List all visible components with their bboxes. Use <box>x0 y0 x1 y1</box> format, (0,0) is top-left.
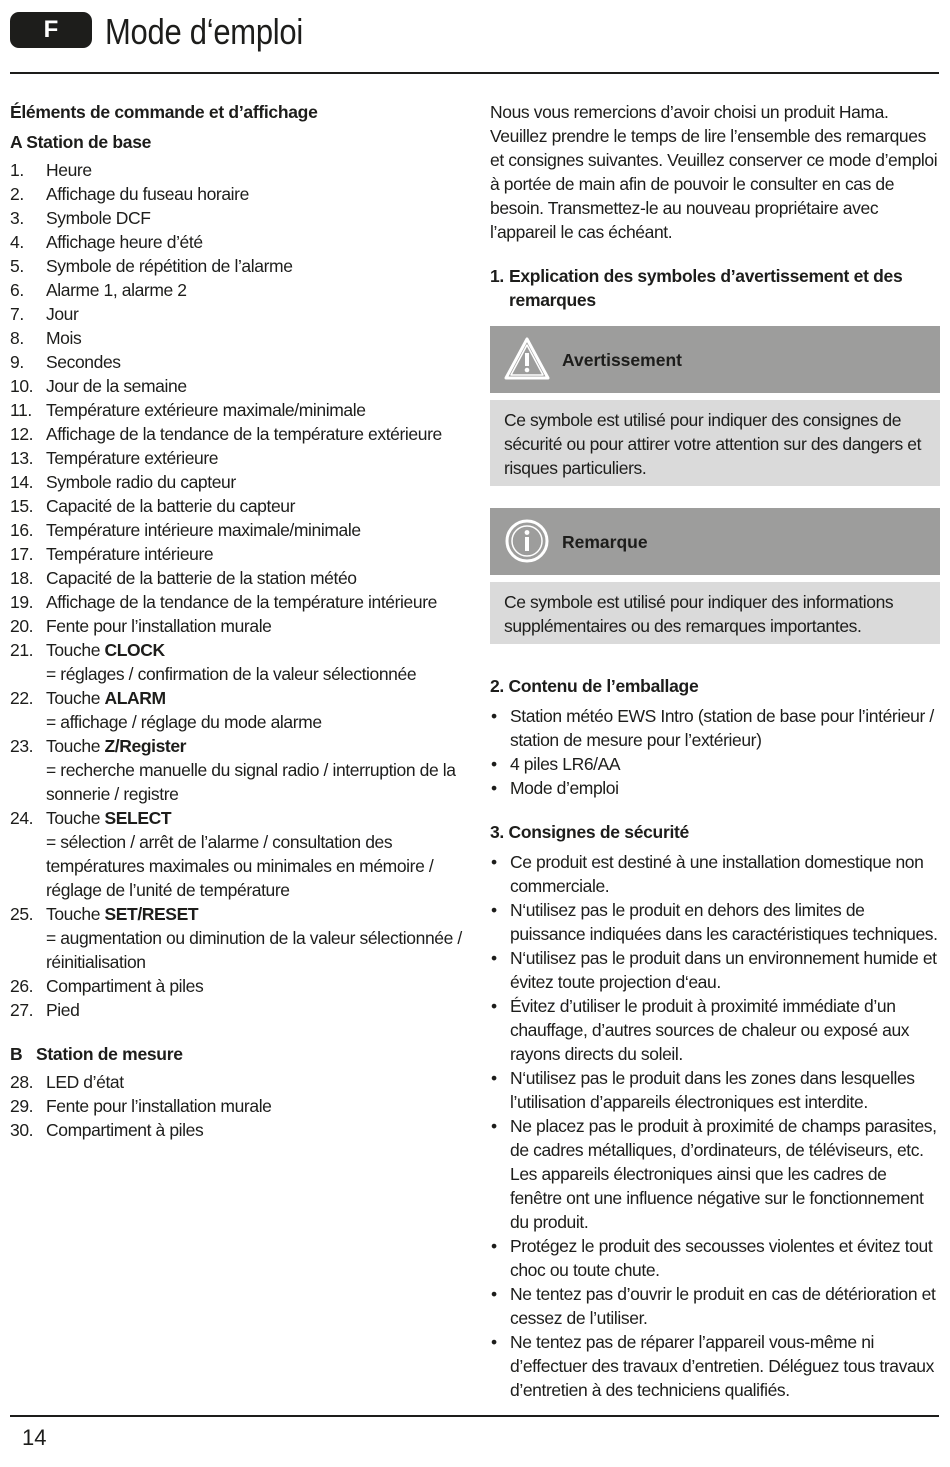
item-text: Mois <box>46 328 82 348</box>
controls-heading: Éléments de commande et d’affichage <box>10 102 318 122</box>
warning-text: Ce symbole est utilisé pour indiquer des consignes de sécurité ou pour attirer votre attention sur des dangers et risques particuliers. <box>490 400 940 486</box>
item-number: 17. <box>10 544 34 564</box>
item-text: Touche <box>46 640 105 660</box>
list-item <box>10 206 470 230</box>
item-number: 7. <box>10 304 24 324</box>
item-text: Alarme 1, alarme 2 <box>46 280 187 300</box>
list-item <box>10 974 470 998</box>
note-box <box>490 508 940 644</box>
item-text: Secondes <box>46 352 121 372</box>
section-1-heading <box>490 264 940 312</box>
item-description: = affichage / réglage du mode alarme <box>46 712 322 732</box>
item-number: 15. <box>10 496 34 516</box>
warning-label: Avertissement <box>562 350 682 370</box>
item-text: Capacité de la batterie de la station météo <box>46 568 357 588</box>
item-text: Symbole radio du capteur <box>46 472 236 492</box>
item-description: = recherche manuelle du signal radio / interruption de la sonnerie / registre <box>46 760 456 804</box>
bullet-item: • 4 piles LR6/AA <box>490 752 940 776</box>
bullet-item: • Mode d’emploi <box>490 776 940 800</box>
item-text: LED d’état <box>46 1072 124 1092</box>
list-item <box>10 398 470 422</box>
list-item <box>10 182 470 206</box>
bullet-item: • N‘utilisez pas le produit dans les zones dans lesquelles l’utilisation d’appareils électroniques est interdite. <box>490 1066 940 1114</box>
item-number: 3. <box>10 208 24 228</box>
page-title: Mode d‘emploi <box>105 11 304 52</box>
list-item <box>10 1094 470 1118</box>
item-number: 26. <box>10 976 34 996</box>
list-item <box>10 1118 470 1142</box>
item-number: 19. <box>10 592 34 612</box>
list-item <box>10 422 470 446</box>
item-number: 18. <box>10 568 34 588</box>
section-1-title: Explication des symboles d’avertissement et des remarques <box>509 266 903 310</box>
left-column <box>10 100 470 1142</box>
bullet-item: • Ce produit est destiné à une installation domestique non commerciale. <box>490 850 940 898</box>
bullet-item: • Station météo EWS Intro (station de base pour l’intérieur / station de mesure pour l’extérieur) <box>490 704 940 752</box>
section-1-number: 1. <box>490 266 504 286</box>
bullet-item: • Protégez le produit des secousses violentes et évitez tout choc ou toute chute. <box>490 1234 940 1282</box>
bullet-item: • Ne tentez pas de réparer l’appareil vous-même ni d’effectuer des travaux d’entretien. Déléguez tous travaux d’entretien à des techniciens qualifiés. <box>490 1330 940 1402</box>
item-number: 30. <box>10 1120 34 1140</box>
list-item <box>10 998 470 1022</box>
station-a-list <box>10 158 470 1022</box>
note-label: Remarque <box>562 532 648 552</box>
safety-instructions-list <box>490 850 940 1402</box>
item-number: 16. <box>10 520 34 540</box>
item-text: Compartiment à piles <box>46 1120 204 1140</box>
item-text: Affichage de la tendance de la température intérieure <box>46 592 437 612</box>
item-text: Touche <box>46 808 105 828</box>
key-name: ALARM <box>104 688 166 708</box>
station-b-letter: B <box>10 1044 23 1064</box>
item-number: 6. <box>10 280 24 300</box>
item-text: Heure <box>46 160 92 180</box>
item-number: 14. <box>10 472 34 492</box>
item-description: = augmentation ou diminution de la valeur sélectionnée / réinitialisation <box>46 928 462 972</box>
item-number: 1. <box>10 160 24 180</box>
package-contents-list <box>490 704 940 800</box>
station-a-heading: A Station de base <box>10 132 152 152</box>
station-b-heading <box>10 1042 470 1066</box>
note-text: Ce symbole est utilisé pour indiquer des informations supplémentaires ou des remarques importantes. <box>490 582 940 644</box>
item-number: 27. <box>10 1000 34 1020</box>
item-text: Température extérieure maximale/minimale <box>46 400 366 420</box>
list-item <box>10 542 470 566</box>
info-circle-icon <box>504 518 550 564</box>
list-item <box>10 446 470 470</box>
item-text: Température intérieure maximale/minimale <box>46 520 361 540</box>
item-number: 21. <box>10 640 34 660</box>
item-text: Touche <box>46 736 105 756</box>
list-item <box>10 902 470 974</box>
item-number: 5. <box>10 256 24 276</box>
bottom-divider <box>10 1415 939 1417</box>
item-text: Affichage heure d’été <box>46 232 203 252</box>
note-box-header <box>490 508 940 575</box>
list-item <box>10 230 470 254</box>
warning-box <box>490 326 940 486</box>
item-text: Température intérieure <box>46 544 214 564</box>
warning-box-header <box>490 326 940 393</box>
warning-triangle-icon <box>504 336 550 382</box>
bullet-item: • Évitez d’utiliser le produit à proximité immédiate d’un chauffage, d’autres sources de chaleur ou exposé aux rayons directs du soleil. <box>490 994 940 1066</box>
bullet-item: • Ne placez pas le produit à proximité de champs parasites, de cadres métalliques, d’ordinateurs, de téléviseurs, etc. Les appareils électroniques ainsi que les cadres de fenêtre ont une influence négative sur le fonctionnement du produit. <box>490 1114 940 1234</box>
item-text: Température extérieure <box>46 448 219 468</box>
list-item <box>10 278 470 302</box>
list-item <box>10 686 470 734</box>
item-description: = réglages / confirmation de la valeur sélectionnée <box>46 664 417 684</box>
section-3-heading: 3. Consignes de sécurité <box>490 822 689 842</box>
item-text: Capacité de la batterie du capteur <box>46 496 296 516</box>
list-item <box>10 1070 470 1094</box>
item-number: 20. <box>10 616 34 636</box>
bullet-item: • N‘utilisez pas le produit dans un environnement humide et évitez toute projection d‘eau. <box>490 946 940 994</box>
item-number: 2. <box>10 184 24 204</box>
item-number: 29. <box>10 1096 34 1116</box>
bullet-item: • N‘utilisez pas le produit en dehors des limites de puissance indiquées dans les caractéristiques techniques. <box>490 898 940 946</box>
item-number: 11. <box>10 400 32 420</box>
item-number: 28. <box>10 1072 34 1092</box>
item-text: Pied <box>46 1000 80 1020</box>
item-number: 8. <box>10 328 24 348</box>
item-text: Fente pour l’installation murale <box>46 1096 272 1116</box>
list-item <box>10 158 470 182</box>
item-description: = sélection / arrêt de l’alarme / consultation des températures maximales ou minimales en mémoire / réglage de l’unité de température <box>46 832 434 900</box>
item-text: Symbole DCF <box>46 208 151 228</box>
key-name: SET/RESET <box>104 904 199 924</box>
item-number: 4. <box>10 232 24 252</box>
list-item <box>10 638 470 686</box>
item-text: Compartiment à piles <box>46 976 204 996</box>
item-number: 9. <box>10 352 24 372</box>
item-text: Affichage du fuseau horaire <box>46 184 249 204</box>
page-number: 14 <box>22 1425 47 1450</box>
list-item <box>10 494 470 518</box>
item-text: Touche <box>46 904 105 924</box>
key-name: CLOCK <box>104 640 165 660</box>
language-badge: F <box>10 12 92 48</box>
section-2-heading: 2. Contenu de l’emballage <box>490 676 699 696</box>
item-number: 24. <box>10 808 34 828</box>
list-item <box>10 302 470 326</box>
right-column <box>490 100 940 1402</box>
list-item <box>10 350 470 374</box>
item-text: Fente pour l’installation murale <box>46 616 272 636</box>
item-text: Jour <box>46 304 79 324</box>
item-text: Affichage de la tendance de la température extérieure <box>46 424 442 444</box>
list-item <box>10 518 470 542</box>
list-item <box>10 374 470 398</box>
list-item <box>10 326 470 350</box>
item-text: Touche <box>46 688 105 708</box>
key-name: Z/Register <box>104 736 187 756</box>
list-item <box>10 470 470 494</box>
item-number: 25. <box>10 904 34 924</box>
item-text: Jour de la semaine <box>46 376 187 396</box>
list-item <box>10 806 470 902</box>
item-number: 23. <box>10 736 34 756</box>
station-b-list <box>10 1070 470 1142</box>
bullet-item: • Ne tentez pas d’ouvrir le produit en cas de détérioration et cessez de l’utiliser. <box>490 1282 940 1330</box>
key-name: SELECT <box>104 808 172 828</box>
item-number: 22. <box>10 688 34 708</box>
list-item <box>10 566 470 590</box>
intro-paragraph: Nous vous remercions d’avoir choisi un produit Hama. Veuillez prendre le temps de lire l’ensemble des remarques et consignes suivantes. Veuillez conserver ce mode d’emploi à portée de main afin de pouvoir le consulter en cas de besoin. Transmettez-le au nouveau propriétaire avec l’appareil le cas échéant. <box>490 102 938 242</box>
item-number: 10. <box>10 376 34 396</box>
station-b-title: Station de mesure <box>36 1044 183 1064</box>
list-item <box>10 734 470 806</box>
item-number: 12. <box>10 424 34 444</box>
item-number: 13. <box>10 448 34 468</box>
list-item <box>10 590 470 614</box>
list-item <box>10 614 470 638</box>
top-divider <box>10 72 939 74</box>
item-text: Symbole de répétition de l’alarme <box>46 256 293 276</box>
list-item <box>10 254 470 278</box>
